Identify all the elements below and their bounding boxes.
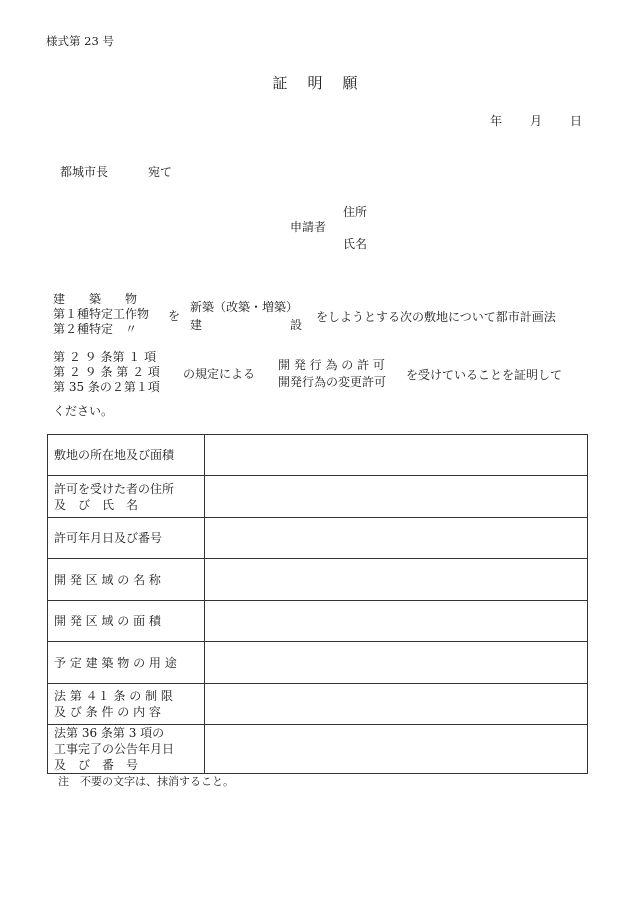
row-value[interactable] — [205, 601, 588, 642]
row-value[interactable] — [205, 435, 588, 476]
row-value[interactable] — [205, 725, 588, 774]
building-option: 建 築 物 — [53, 292, 138, 306]
row-value[interactable] — [205, 684, 588, 725]
table-row — [48, 725, 588, 774]
row-label: 予 定 建 築 物 の 用 途 — [48, 642, 205, 684]
date-month: 月 — [530, 114, 543, 128]
action-char: 建 — [190, 318, 203, 332]
row-label: 許可を受けた者の住所 及 び 氏 名 — [48, 476, 205, 518]
building-type-options — [53, 292, 166, 337]
row-label: 開 発 区 域 の 名 称 — [48, 559, 205, 601]
action-option-construct — [190, 316, 302, 334]
date-day: 日 — [570, 114, 583, 128]
permit-option: 開 発 行 為 の 許 可 — [278, 358, 385, 372]
applicant-name-label: 氏名 — [343, 237, 368, 251]
title-char: 証 — [272, 74, 288, 92]
row-value[interactable] — [205, 476, 588, 518]
table-row — [48, 559, 588, 601]
row-label: 開 発 区 域 の 面 積 — [48, 601, 205, 642]
building-option: 第２種特定 〃 — [53, 322, 138, 336]
row-value[interactable] — [205, 559, 588, 601]
applicant-address-label: 住所 — [343, 205, 368, 219]
date-year: 年 — [490, 114, 503, 128]
action-char: 設 — [289, 318, 302, 332]
table-row — [48, 435, 588, 476]
title-char: 願 — [342, 74, 358, 92]
row2-particle: の規定による — [183, 367, 256, 381]
certificate-table — [47, 434, 588, 774]
row-label: 法第 36 条第 3 項の 工事完了の公告年月日 及 び 番 号 — [48, 725, 205, 774]
row-label: 法 第 ４１ 条 の 制 限 及 び 条 件 の 内 容 — [48, 684, 205, 725]
footnote: 注 不要の文字は、抹消すること。 — [58, 775, 234, 788]
addressee-suffix: 宛て — [148, 165, 173, 179]
permit-option: 開発行為の変更許可 — [278, 375, 387, 389]
form-number: 様式第 23 号 — [46, 34, 114, 48]
table-row — [48, 642, 588, 684]
addressee — [60, 163, 172, 180]
table-row — [48, 518, 588, 559]
table-row — [48, 684, 588, 725]
action-options — [190, 298, 302, 334]
building-option: 第１種特定工作物 — [53, 307, 150, 321]
title-char: 明 — [307, 74, 323, 92]
table-row — [48, 476, 588, 518]
closing-text: ください。 — [53, 404, 114, 418]
row-label: 敷地の所在地及び面積 — [48, 435, 205, 476]
row1-tail: をしようとする次の敷地について都市計画法 — [316, 310, 556, 324]
action-option: 新築（改築・増築） — [190, 300, 299, 314]
document-title — [0, 72, 630, 93]
article-option: 第 ２ ９ 条第 １ 項 — [53, 350, 157, 364]
row2-tail: を受けていることを証明して — [406, 368, 563, 382]
date-line — [490, 112, 582, 129]
table-row — [48, 601, 588, 642]
row1-particle: を — [168, 309, 181, 323]
article-option: 第 ２ ９ 条 第 ２ 項 — [53, 365, 160, 379]
addressee-name: 都城市長 — [60, 165, 109, 179]
article-option: 第 35 条の２第１項 — [53, 380, 160, 394]
article-options — [53, 350, 181, 395]
row-label: 許可年月日及び番号 — [48, 518, 205, 559]
row-value[interactable] — [205, 518, 588, 559]
row-value[interactable] — [205, 642, 588, 684]
permit-options — [278, 357, 402, 391]
applicant-label: 申請者 — [290, 220, 327, 234]
